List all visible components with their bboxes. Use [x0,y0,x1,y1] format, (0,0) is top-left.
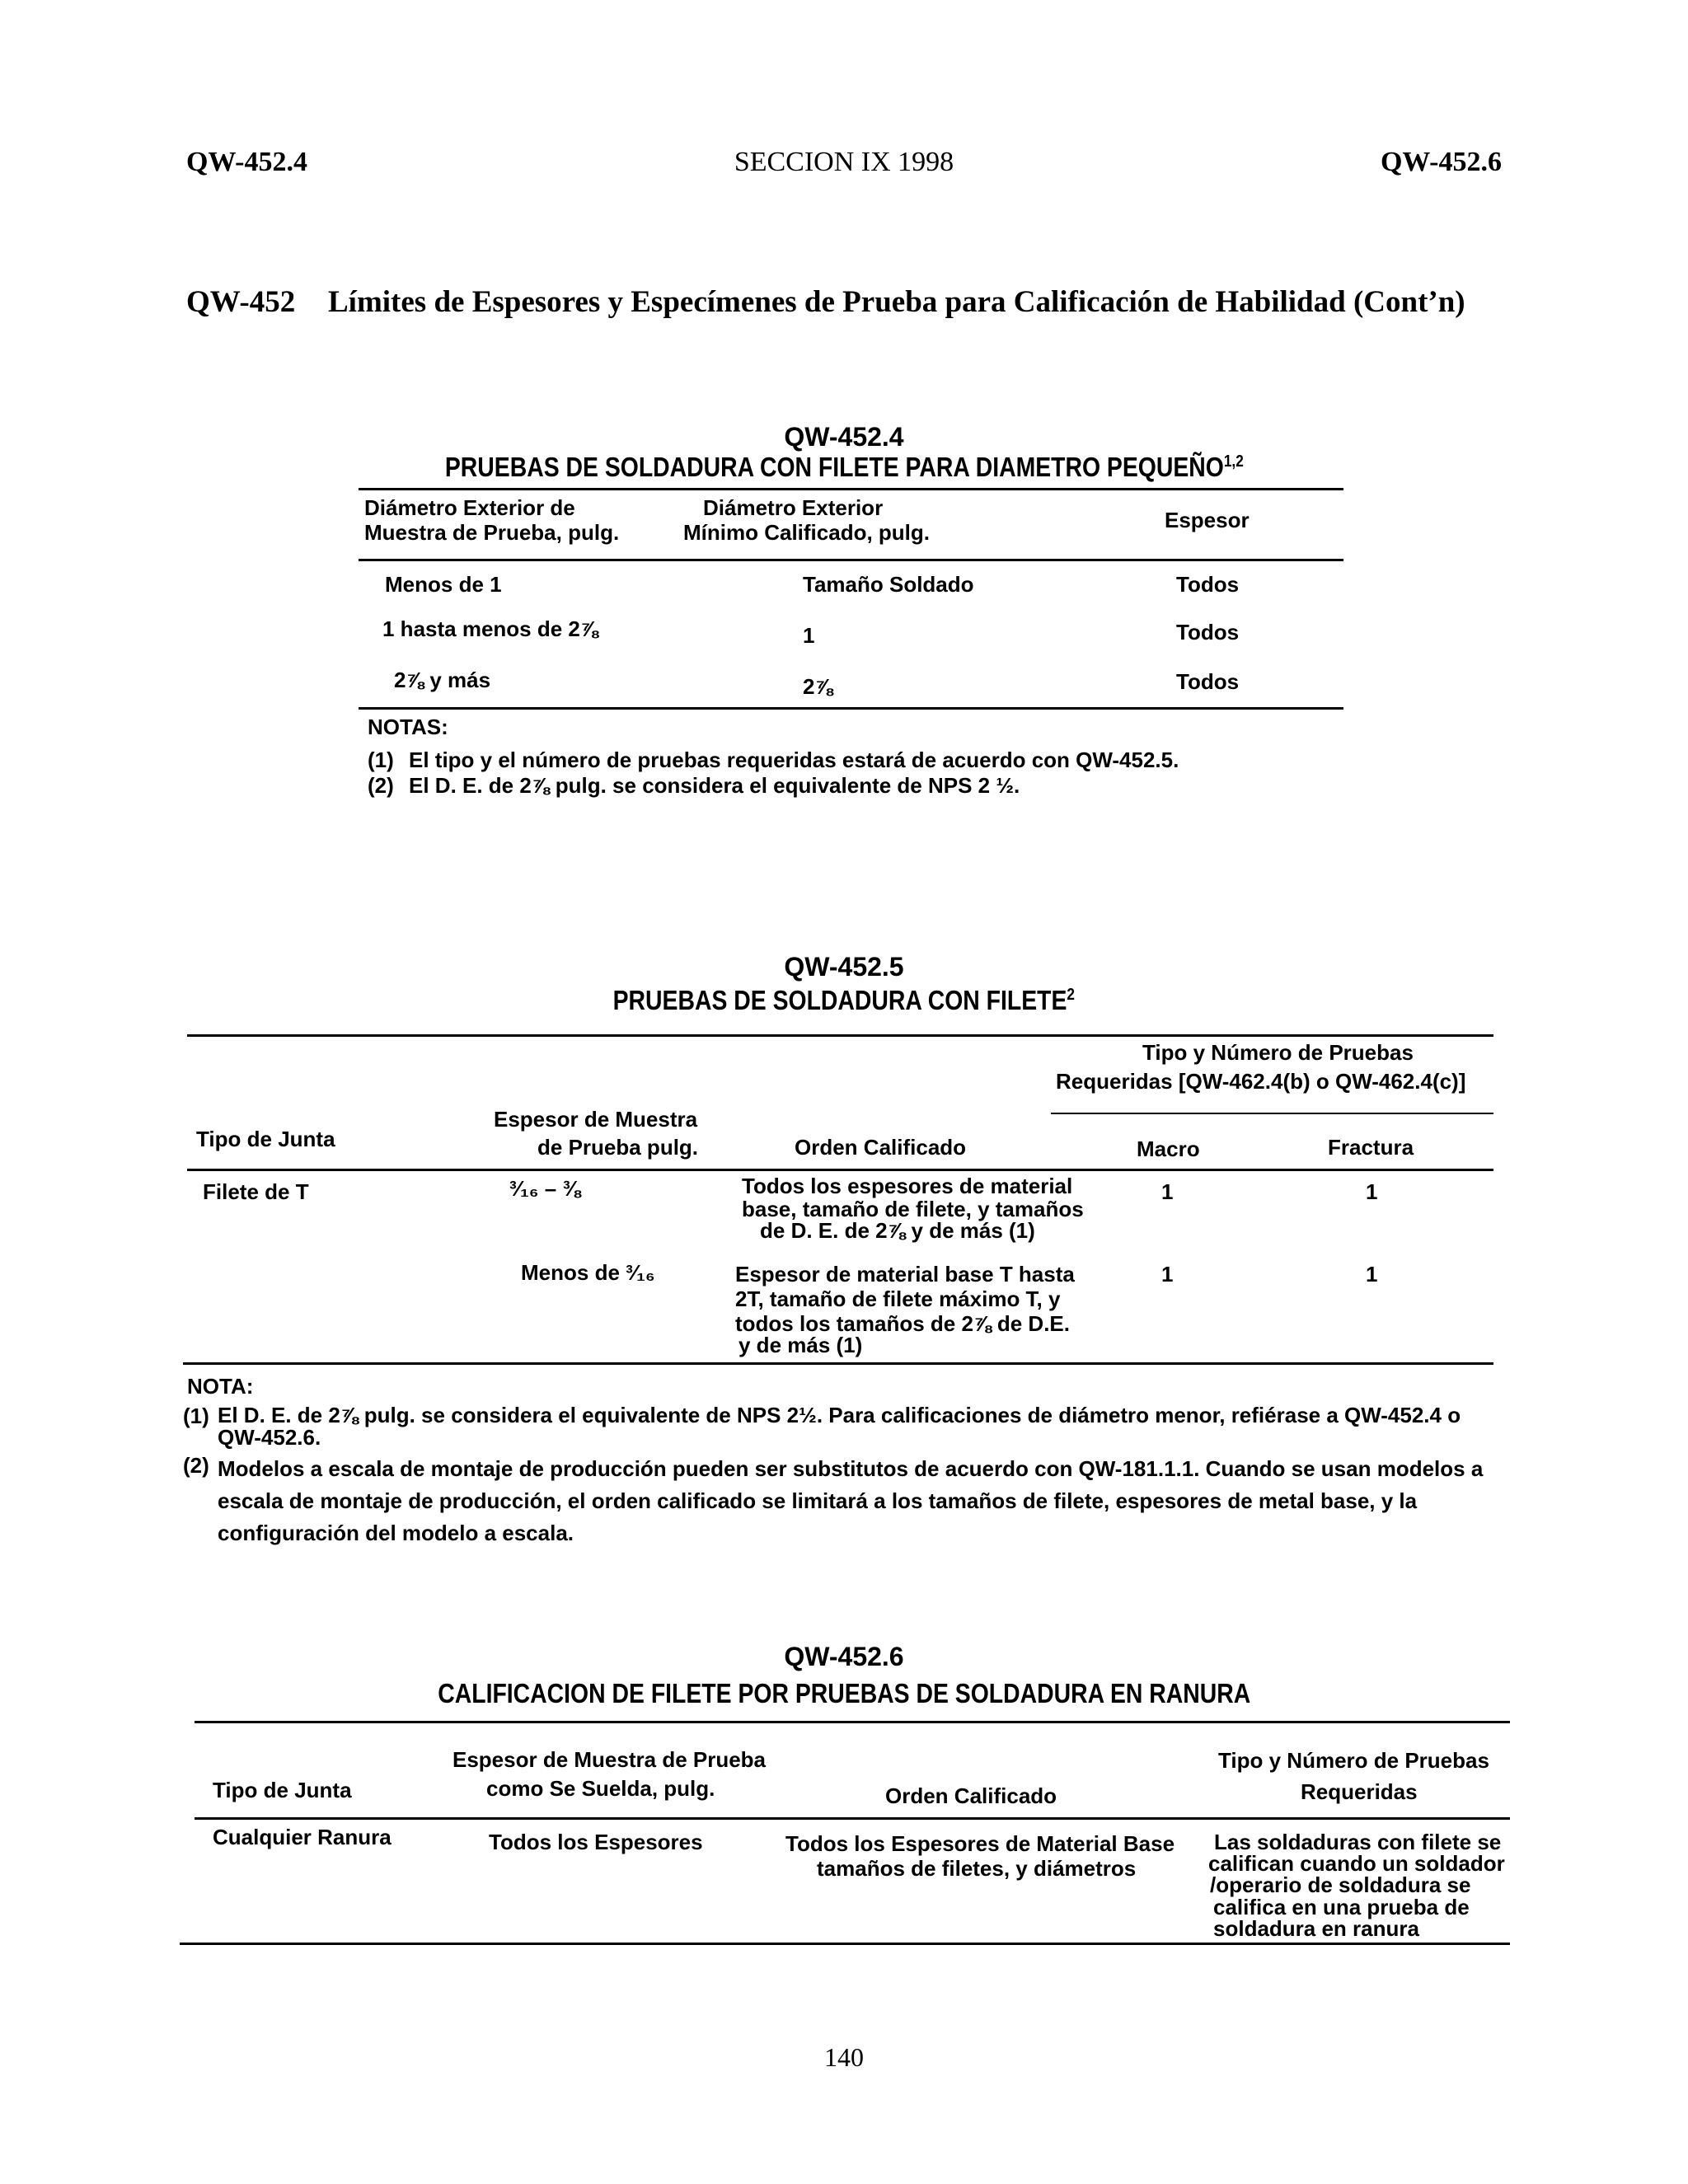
table2-row1-col3-line1: Todos los espesores de material [742,1174,1073,1198]
table1-header-col1-line2: Muestra de Prueba, pulg. [364,520,620,545]
table2-header-col5: Fractura [1328,1135,1414,1160]
table1-header-rule [359,559,1343,561]
table2-row2-col4: 1 [1161,1262,1174,1286]
table1-row1-col3: Todos [1176,572,1240,597]
header-right: QW-452.6 [1380,147,1502,177]
table1-caption-wrap [0,452,1688,483]
table1-header-col3: Espesor [1165,508,1250,532]
table1-caption-sup: 1,2 [1223,452,1244,471]
table2-row1-col3-line3: de D. E. de 2⅞ y de más (1) [760,1218,1035,1243]
table3-header-col1: Tipo de Junta [213,1778,352,1802]
header-left: QW-452.4 [186,147,308,177]
table2-header-rule [187,1169,1493,1171]
table3-header-rule [195,1817,1510,1820]
table3-row-col4-line2: califican cuando un soldador [1208,1851,1505,1876]
table2-header-col2-line2: de Prueba pulg. [537,1135,699,1160]
page-number: 140 [824,2042,864,2072]
table1-caption-text: PRUEBAS DE SOLDADURA CON FILETE PARA DIAMETRO PEQUEÑO [444,452,1224,482]
table3-row-col4-line3: /operario de soldadura se [1210,1872,1471,1897]
table3-top-rule [195,1721,1510,1723]
table3-row-col4-line1: Las soldaduras con filete se [1214,1830,1502,1854]
table2-row1-col4: 1 [1161,1179,1174,1204]
table1-top-rule [359,488,1343,490]
table3-row-col4-line5: soldadura en ranura [1213,1916,1419,1941]
table2-top-rule [187,1034,1493,1037]
table2-bottom-rule [183,1362,1493,1365]
table1-row3-col1: 2⅞ y más [394,668,491,692]
table2-header-col3: Orden Calificado [795,1135,967,1160]
table2-code: QW-452.5 [784,952,904,982]
table2-caption-text: PRUEBAS DE SOLDADURA CON FILETE [612,985,1067,1015]
table1-row1-col2: Tamaño Soldado [803,572,974,597]
table1-note1-num: (1) [368,748,394,772]
table2-caption-sup: 2 [1067,986,1076,1004]
table1-caption [445,452,1244,483]
table2-row2-col3-line2: 2T, tamaño de filete máximo T, y [735,1286,1061,1311]
table2-row2-col3-line4: y de más (1) [738,1333,863,1357]
table2-header-col1: Tipo de Junta [196,1127,335,1151]
table2-note2-text: Modelos a escala de montaje de producción pueden ser substitutos de acuerdo con QW-181.1.1. Cuando se usan modelos a escala de montaje de producción, el orden calificado se limitará a los tamaños de filete, espesores de metal base, y la configuración del modelo a escala. [218,1456,1484,1545]
table1-row2-col2: 1 [803,623,815,648]
table3-caption: CALIFICACION DE FILETE POR PRUEBAS DE SOLDADURA EN RANURA [438,1678,1250,1708]
table1-row3-col3: Todos [1176,669,1240,694]
table2-row2-col3-line3: todos los tamaños de 2⅞ de D.E. [735,1311,1070,1336]
table1-bottom-rule [359,707,1343,710]
main-title-text: Límites de Espesores y Especímenes de Prueba para Calificación de Habilidad (Cont’n) [328,285,1465,319]
table2-row2-col2: Menos de ³⁄₁₆ [521,1260,655,1285]
table2-note1-text: El D. E. de 2⅞ pulg. se considera el equivalente de NPS 2½. Para calificaciones de diámetro menor, refiérase a QW-452.4 o QW-452.6. [218,1403,1461,1450]
table2-header-group-line2: Requeridas [QW-462.4(b) o QW-462.4(c)] [1056,1069,1466,1094]
table3-row-col2: Todos los Espesores [489,1830,703,1854]
table2-caption-wrap [0,985,1688,1016]
table2-caption [613,985,1075,1016]
table3-header-col2-line1: Espesor de Muestra de Prueba [452,1747,767,1772]
table3-header-col4-line1: Tipo y Número de Pruebas [1218,1748,1489,1773]
table2-row1-col3-line2: base, tamaño de filete, y tamaños [742,1197,1084,1221]
table1-notes-title: NOTAS: [368,715,448,739]
table2-notes-title: NOTA: [187,1374,254,1399]
table1-note2-num: (2) [368,773,394,798]
table3-row-col1: Cualquier Ranura [213,1825,392,1849]
table3-row-col4-line4: califica en una prueba de [1213,1895,1470,1919]
table1-row2-col3: Todos [1176,620,1240,644]
table3-bottom-rule [180,1943,1510,1945]
table1-note1-text: El tipo y el número de pruebas requeridas estará de acuerdo con QW-452.5. [409,748,1179,772]
main-title-code: QW-452 [186,285,296,319]
table2-header-col2-line1: Espesor de Muestra [494,1107,698,1132]
table3-row-col3-line2: tamaños de filetes, y diámetros [817,1856,1137,1881]
table2-header-col4: Macro [1137,1137,1200,1161]
header-center: SECCION IX 1998 [734,147,954,177]
table2-row1-col2: ³⁄₁₆ – ⅜ [509,1176,581,1201]
table2-row2-col3-line1: Espesor de material base T hasta [735,1262,1075,1286]
table1-row2-col1: 1 hasta menos de 2⅞ [382,616,598,641]
table1-code: QW-452.4 [784,422,904,452]
table2-row1-col5: 1 [1366,1179,1378,1204]
table2-row2-col5: 1 [1366,1262,1378,1286]
table3-code: QW-452.6 [784,1642,904,1671]
table2-row1-col1: Filete de T [203,1179,309,1204]
table2-header-group-line1: Tipo y Número de Pruebas [1142,1040,1414,1065]
table2-note1-num: (1) [183,1404,209,1428]
table3-row-col3-line1: Todos los Espesores de Material Base [785,1831,1175,1856]
table2-group-rule [1051,1113,1493,1114]
table1-header-col2-line2: Mínimo Calificado, pulg. [683,520,930,545]
table1-row1-col1: Menos de 1 [385,572,502,597]
table3-header-col2-line2: como Se Suelda, pulg. [486,1776,715,1801]
table3-caption-wrap [0,1678,1688,1709]
table2-note2-num: (2) [183,1453,209,1478]
table1-header-col2-line1: Diámetro Exterior [703,495,884,520]
table3-header-col3: Orden Calificado [885,1783,1057,1808]
table1-row3-col2: 2⅞ [803,674,833,699]
table1-note2-text: El D. E. de 2⅞ pulg. se considera el equivalente de NPS 2 ½. [409,773,1020,798]
table1-header-col1-line1: Diámetro Exterior de [364,495,575,520]
table3-header-col4-line2: Requeridas [1301,1779,1418,1804]
